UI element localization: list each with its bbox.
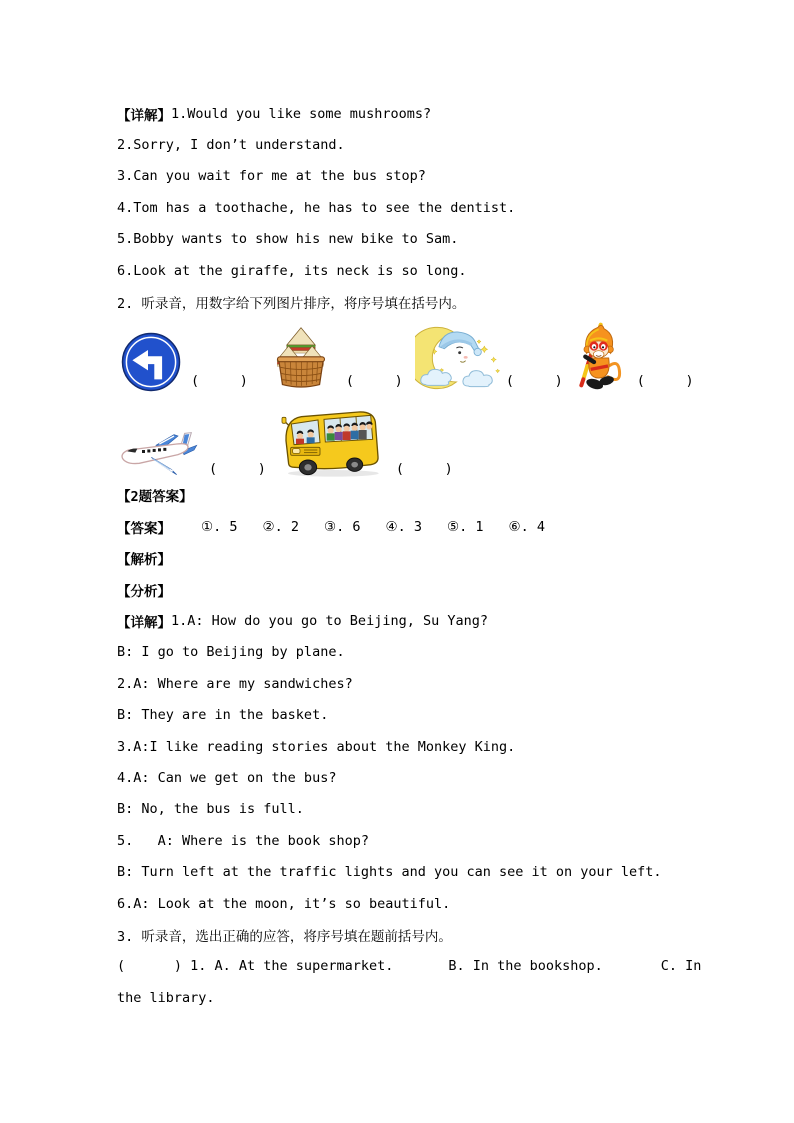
answer-item: ④. 3 bbox=[385, 518, 422, 535]
detail2-line-7: B: No, the bus is full. bbox=[117, 801, 304, 818]
question2-image-row-1 bbox=[117, 320, 694, 392]
detail2-line-9: B: Turn left at the traffic lights and you can see it on your left. bbox=[117, 864, 662, 881]
monkey-king-image bbox=[568, 322, 630, 392]
question3-bracket-and-optionA: ( ) 1. A. At the supermarket. bbox=[117, 958, 394, 975]
answer-item: ③. 6 bbox=[324, 518, 361, 535]
question2-image-row-2 bbox=[117, 400, 694, 480]
detail2-line-8: 5. A: Where is the book shop? bbox=[117, 832, 369, 849]
answer-item: ⑥. 4 bbox=[508, 518, 545, 535]
detail2-line-5: 3.A:I like reading stories about the Monkey King. bbox=[117, 738, 516, 755]
detail1-line-5: 5.Bobby wants to show his new bike to Sam. bbox=[117, 231, 459, 248]
answer-bracket: ( ) bbox=[505, 372, 563, 389]
detail-label: 【详解】 bbox=[117, 107, 171, 124]
answer-bracket: ( ) bbox=[395, 460, 453, 477]
review-label: 【分析】 bbox=[117, 583, 171, 600]
answer-item: ②. 2 bbox=[262, 518, 299, 535]
detail2-line-1 bbox=[117, 605, 694, 636]
detail2-line-4: B: They are in the basket. bbox=[117, 707, 329, 724]
answer-item: ①. 5 bbox=[201, 518, 238, 535]
analysis-label: 【解析】 bbox=[117, 552, 171, 569]
question3-heading: 3. 听录音，选出正确的应答，将序号填在题前括号内。 bbox=[117, 928, 452, 945]
answer-label: 【答案】 bbox=[117, 520, 171, 537]
question3-optionB: B. In the bookshop. bbox=[448, 958, 603, 975]
answer-bracket: ( ) bbox=[209, 460, 266, 477]
detail2-line-3: 2.A: Where are my sandwiches? bbox=[117, 675, 353, 692]
detail2-line-6: 4.A: Can we get on the bus? bbox=[117, 769, 337, 786]
detail2-line-10: 6.A: Look at the moon, it’s so beautiful. bbox=[117, 895, 451, 912]
question3-optionC: C. In bbox=[660, 958, 702, 975]
detail1-line-3: 3.Can you wait for me at the bus stop? bbox=[117, 168, 426, 185]
answer-bracket: ( ) bbox=[636, 372, 694, 389]
detail1-text-1: 1.Would you like some mushrooms? bbox=[171, 105, 432, 122]
detail2-text-1: 1.A: How do you go to Beijing, Su Yang? bbox=[171, 612, 488, 629]
detail1-line-2: 2.Sorry, I don’t understand. bbox=[117, 137, 345, 154]
detail-label: 【详解】 bbox=[117, 614, 171, 631]
detail1-line-1 bbox=[117, 98, 694, 129]
question3-options-row bbox=[117, 951, 702, 982]
answer-item: ⑤. 1 bbox=[447, 518, 484, 535]
detail1-line-4: 4.Tom has a toothache, he has to see the dentist. bbox=[117, 199, 516, 216]
sleeping-moon-image bbox=[415, 326, 503, 392]
question3-continuation: the library. bbox=[117, 989, 215, 1006]
answer2-row bbox=[117, 511, 694, 542]
detail1-line-6: 6.Look at the giraffe, its neck is so long. bbox=[117, 262, 467, 279]
turn-left-sign-image bbox=[121, 332, 181, 392]
answer2-header: 【2题答案】 bbox=[117, 489, 193, 506]
question2-heading: 2. 听录音，用数字给下列图片排序，将序号填在括号内。 bbox=[117, 296, 466, 313]
sandwich-basket-image bbox=[270, 324, 332, 392]
detail2-line-2: B: I go to Beijing by plane. bbox=[117, 644, 345, 661]
answer-bracket: ( ) bbox=[345, 372, 403, 389]
answer-bracket: ( ) bbox=[191, 372, 248, 389]
crowded-bus-image bbox=[280, 406, 386, 480]
airplane-image bbox=[118, 428, 200, 476]
